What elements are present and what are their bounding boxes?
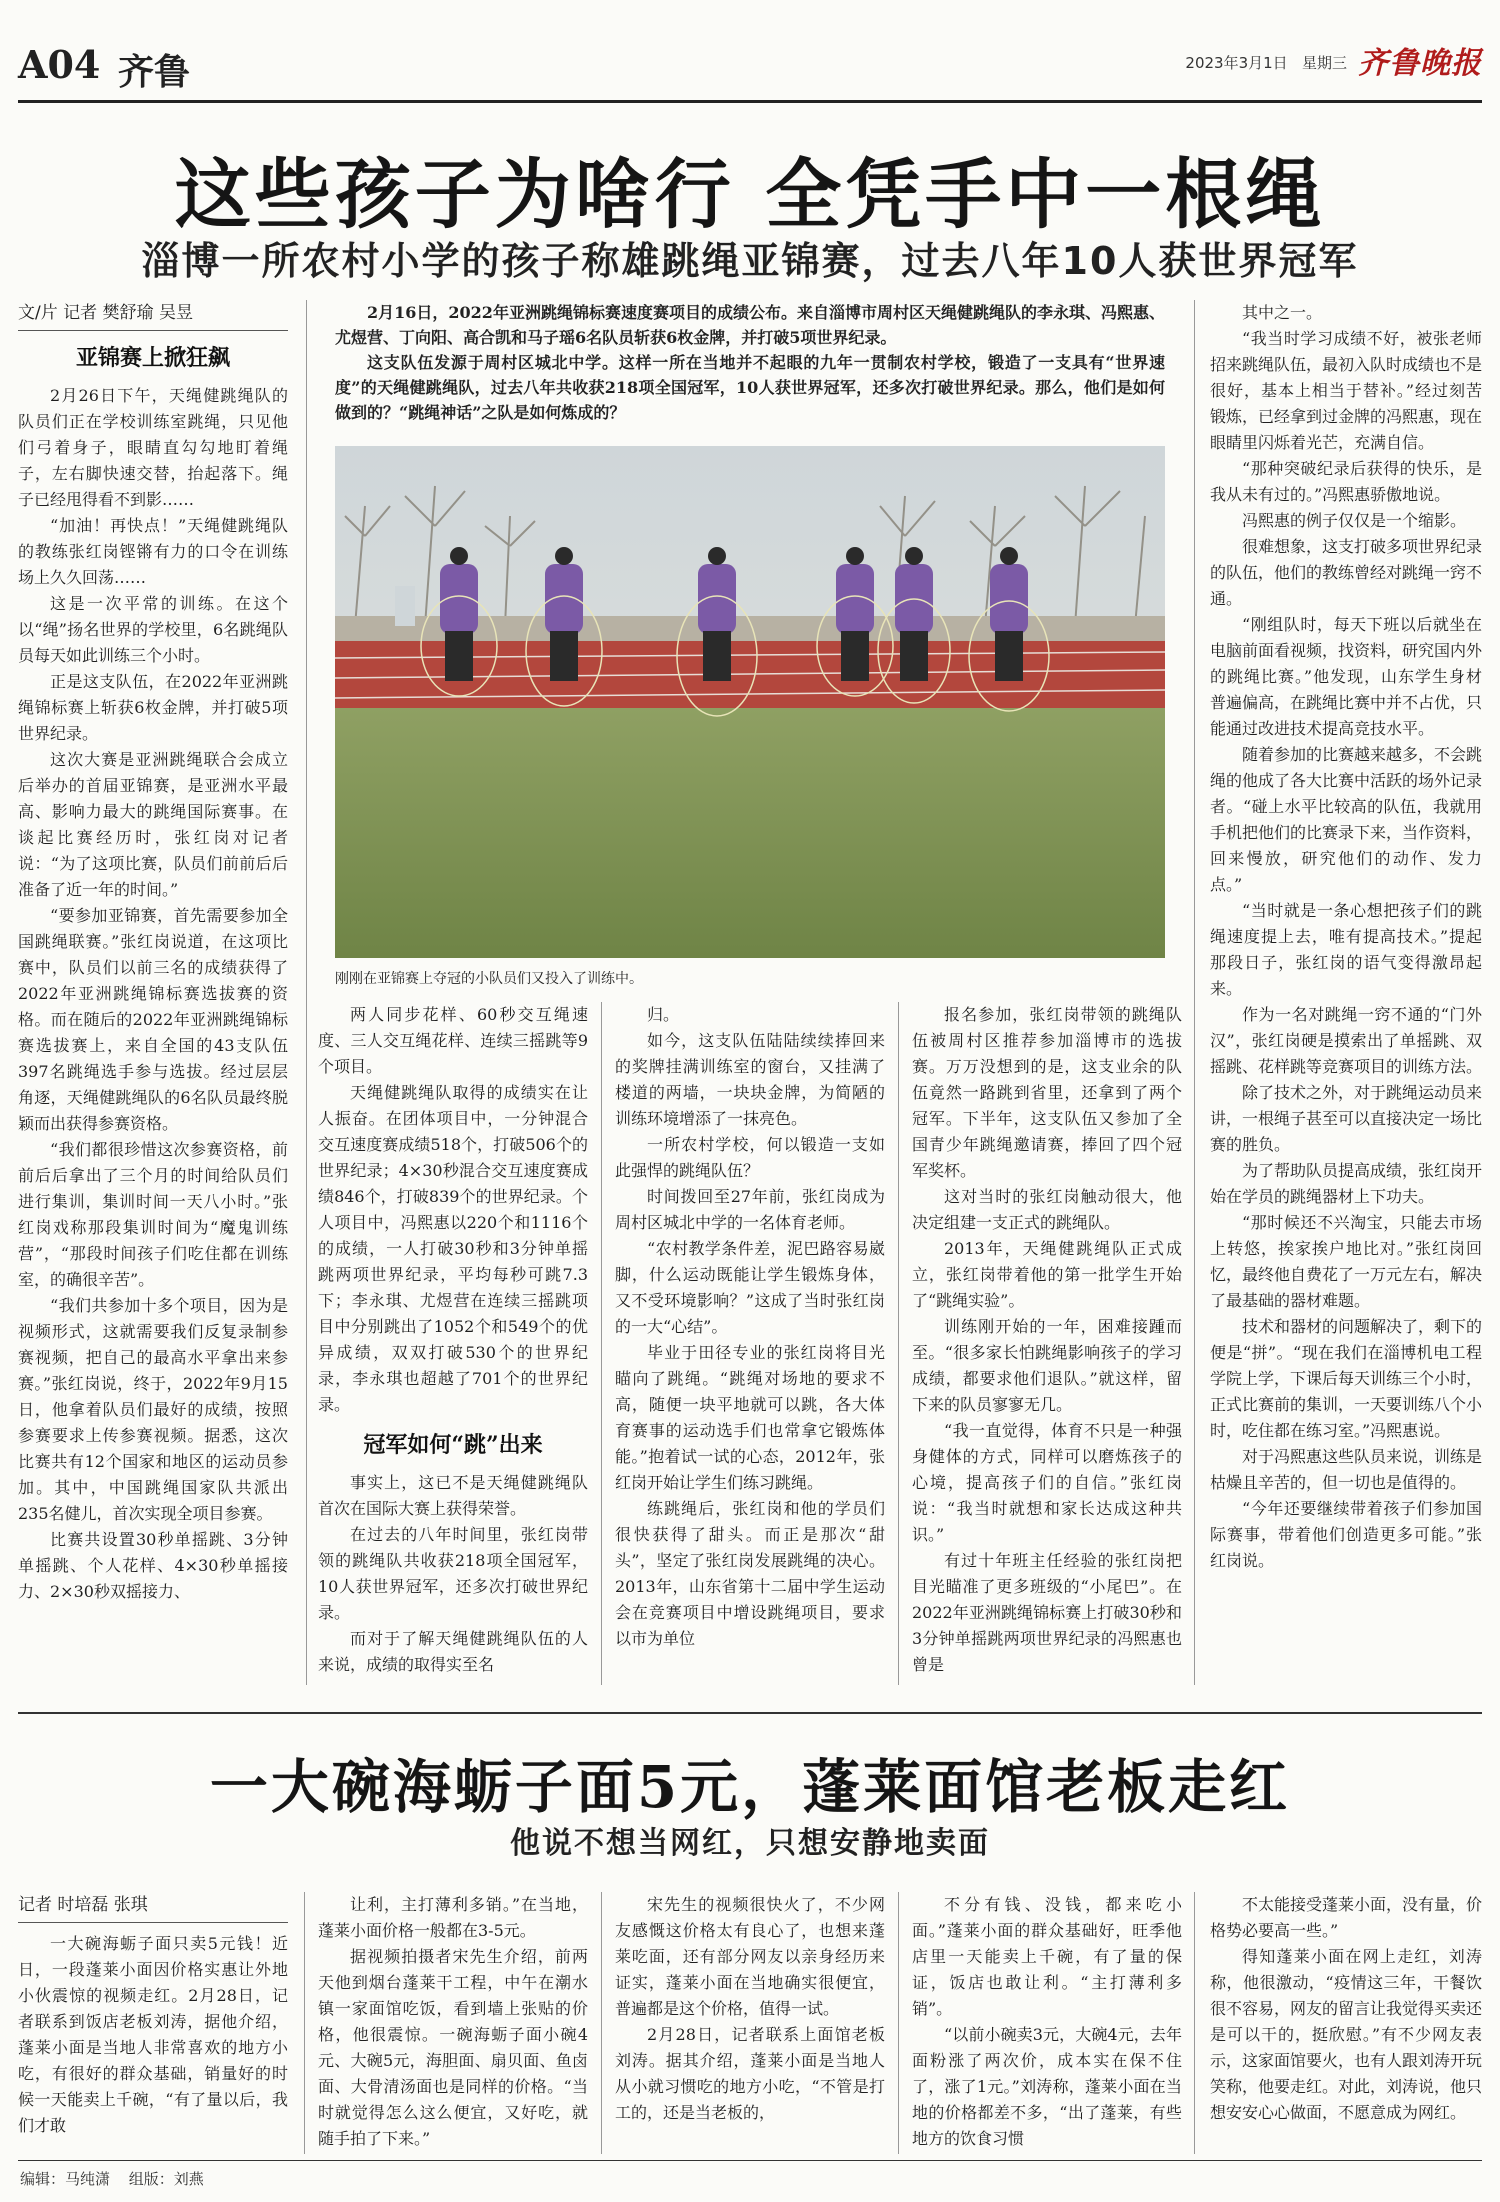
paragraph: 一大碗海蛎子面只卖5元钱！近日，一段蓬莱小面因价格实惠让外地小伙震惊的视频走红。2月28日，记者联系到饭店老板刘涛，据他介绍，蓬莱小面是当地人非常喜欢的地方小吃，有很好的群众基础，销量好的时候一天能卖上千碗，“有了量以后，我们才敢: [18, 1934, 288, 2135]
paragraph: 一所农村学校，何以锻造一支如此强悍的跳绳队伍？: [615, 1135, 885, 1180]
lead-paragraph: 这支队伍发源于周村区城北中学。这样一所在当地并不起眼的九年一贯制农村学校，锻造了一支具有“世界速度”的天绳健跳绳队，过去八年共收获218项全国冠军，10人获世界冠军，还多次打破世界纪录。那么，他们是如何做到的？“跳绳神话”之队是如何炼成的？: [335, 353, 1165, 422]
page-header: [18, 34, 1482, 102]
story1-subhead-1: 亚锦赛上掀狂飙: [75, 345, 230, 371]
layout-credit: 组版：刘燕: [128, 2170, 204, 2188]
column-rule: [1194, 1892, 1195, 2154]
paragraph: 2013年，天绳健跳绳队正式成立，张红岗带着他的第一批学生开始了“跳绳实验”。: [912, 1239, 1182, 1310]
column-rule: [306, 300, 307, 1685]
story1-photo: [335, 446, 1165, 958]
paragraph: “那种突破纪录后获得的快乐，是我从未有过的。”冯熙惠骄傲地说。: [1210, 459, 1482, 504]
paragraph: 如今，这支队伍陆陆续续捧回来的奖牌挂满训练室的窗台，又挂满了楼道的两墙，一块块金牌，为简陋的训练环境增添了一抹亮色。: [615, 1031, 885, 1128]
editor-credit: 编辑：马纯潇: [20, 2170, 111, 2188]
paragraph: 事实上，这已不是天绳健跳绳队首次在国际大赛上获得荣誉。: [318, 1473, 588, 1518]
paragraph: 有过十年班主任经验的张红岗把目光瞄准了更多班级的“小尾巴”。在2022年亚洲跳绳锦标赛上打破30秒和3分钟单摇跳两项世界纪录的冯熙惠也曾是: [912, 1551, 1182, 1674]
paragraph: 得知蓬莱小面在网上走红，刘涛称，他很激动，“疫情这三年，干餐饮很不容易，网友的留言让我觉得买卖还是可以干的，挺欣慰。”有不少网友表示，这家面馆要火，也有人跟刘涛开玩笑称，他要走红。对此，刘涛说，他只想安安心心做面，不愿意成为网红。: [1210, 1947, 1482, 2122]
story1-column-1: [18, 300, 288, 1685]
story1-column-5: [1210, 300, 1482, 1685]
paragraph: 正是这支队伍，在2022年亚洲跳绳锦标赛上斩获6枚金牌，并打破5项世界纪录。: [18, 672, 288, 743]
story2-column-2: [318, 1892, 588, 2154]
paragraph: “当时就是一条心想把孩子们的跳绳速度提上去，唯有提高技术。”提起那段日子，张红岗的语气变得激昂起来。: [1210, 901, 1482, 998]
paragraph: “我们都很珍惜这次参赛资格，前前后后拿出了三个月的时间给队员们进行集训，集训时间一天八小时。”张红岗戏称那段集训时间为“魔鬼训练营”，“那段时间孩子们吃住都在训练室，的确很辛苦”。: [18, 1140, 288, 1289]
paper-logo: 齐鲁晚报: [1358, 46, 1482, 81]
story2-column-5: [1210, 1892, 1482, 2154]
paragraph: “刚组队时，每天下班以后就坐在电脑前面看视频，找资料，研究国内外的跳绳比赛。”他发现，山东学生身材普遍偏高，在跳绳比赛中并不占优，只能通过改进技术提高竞技水平。: [1210, 615, 1482, 738]
paragraph: 宋先生的视频很快火了，不少网友感慨这价格太有良心了，也想来蓬莱吃面，还有部分网友以亲身经历来证实，蓬莱小面在当地确实很便宜，普遍都是这个价格，值得一试。: [615, 1895, 885, 2018]
column-rule: [601, 1002, 602, 1685]
paragraph: 天绳健跳绳队取得的成绩实在让人振奋。在团体项目中，一分钟混合交互速度赛成绩518个，打破506个的世界纪录；4×30秒混合交互速度赛成绩846个，打破839个的世界纪录。个人项目中，冯熙惠以220个和1116个的成绩，一人打破30秒和3分钟单摇跳两项世界纪录，平均每秒可跳7.3下；李永琪、尤煜营在连续三摇跳项目中分别跳出了1052个和549个的优异成绩，双双打破530个的世界纪录，李永琪也超越了701个的世界纪录。: [318, 1083, 588, 1414]
paragraph: 作为一名对跳绳一窍不通的“门外汉”，张红岗硬是摸索出了单摇跳、双摇跳、花样跳等竞赛项目的训练方法。: [1210, 1005, 1482, 1076]
paragraph: “我当时学习成绩不好，被张老师招来跳绳队伍，最初入队时成绩也不是很好，基本上相当于替补。”经过刻苦锻炼，已经拿到过金牌的冯熙惠，现在眼睛里闪烁着光芒，充满自信。: [1210, 329, 1482, 452]
paragraph: 2月26日下午，天绳健跳绳队的队员们正在学校训练室跳绳，只见他们弓着身子，眼睛直勾勾地盯着绳子，左右脚快速交替，抬起落下。绳子已经甩得看不到影……: [18, 386, 288, 509]
story1-headline: 这些孩子为啥行 全凭手中一根绳: [174, 150, 1326, 239]
paragraph: 技术和器材的问题解决了，剩下的便是“拼”。“现在我们在淄博机电工程学院上学，下课后每天训练三个小时，正式比赛前的集训，一天要训练八个小时，吃住都在练习室。”冯熙惠说。: [1210, 1317, 1482, 1440]
paragraph: 在过去的八年时间里，张红岗带领的跳绳队共收获218项全国冠军，10人获世界冠军，还多次打破世界纪录。: [318, 1525, 588, 1622]
paragraph: 冯熙惠的例子仅仅是一个缩影。: [1242, 511, 1467, 530]
lead-paragraph: 2月16日，2022年亚洲跳绳锦标赛速度赛项目的成绩公布。来自淄博市周村区天绳健跳绳队的李永琪、冯熙惠、尤煜营、丁向阳、高合凯和马子瑶6名队员斩获6枚金牌，并打破5项世界纪录。: [335, 303, 1165, 347]
issue-date: 2023年3月1日: [1185, 54, 1288, 72]
paragraph: 其中之一。: [1242, 303, 1323, 322]
paragraph: “加油！再快点！”天绳健跳绳队的教练张红岗铿锵有力的口令在训练场上久久回荡……: [18, 516, 288, 587]
column-rule: [304, 1892, 305, 2154]
paragraph: 除了技术之外，对于跳绳运动员来讲，一根绳子甚至可以直接决定一场比赛的胜负。: [1210, 1083, 1482, 1154]
footer-rule: [18, 2160, 1482, 2161]
paragraph: 随着参加的比赛越来越多，不会跳绳的他成了各大比赛中活跃的场外记录者。“碰上水平比较高的队伍，我就用手机把他们的比赛录下来，当作资料，回来慢放，研究他们的动作、发力点。”: [1210, 745, 1482, 894]
story1-lead: [335, 300, 1165, 440]
paragraph: “今年还要继续带着孩子们参加国际赛事，带着他们创造更多可能。”张红岗说。: [1210, 1499, 1482, 1570]
page-footer: [20, 2168, 218, 2189]
paragraph: 练跳绳后，张红岗和他的学员们很快获得了甜头。而正是那次“甜头”，坚定了张红岗发展跳绳的决心。2013年，山东省第十二届中学生运动会在竞赛项目中增设跳绳项目，要求以市为单位: [615, 1499, 885, 1648]
issue-weekday: 星期三: [1301, 54, 1347, 72]
paragraph: 这次大赛是亚洲跳绳联合会成立后举办的首届亚锦赛，是亚洲水平最高、影响力最大的跳绳国际赛事。在谈起比赛经历时，张红岗对记者说：“为了这项比赛，队员们前前后后准备了近一年的时间。”: [18, 750, 288, 899]
paragraph: “要参加亚锦赛，首先需要参加全国跳绳联赛。”张红岗说道，在这项比赛中，队员们以前三名的成绩获得了2022年亚洲跳绳锦标赛选拔赛的资格。而在随后的2022年亚洲跳绳锦标赛选拔赛上，来自全国的43支队伍397名跳绳选手参与选拔。经过层层角逐，天绳健跳绳队的6名队员最终脱颖而出获得参赛资格。: [18, 906, 288, 1133]
paragraph: 不分有钱、没钱，都来吃小面。”蓬莱小面的群众基础好，旺季他店里一天能卖上千碗，有了量的保证，饭店也敢让利。“主打薄利多销”。: [912, 1895, 1182, 2018]
section-name: 齐鲁: [118, 51, 191, 93]
paragraph: 报名参加，张红岗带领的跳绳队伍被周村区推荐参加淄博市的选拔赛。万万没想到的是，这支业余的队伍竟然一路跳到省里，还拿到了两个冠军。下半年，这支队伍又参加了全国青少年跳绳邀请赛，捧回了四个冠军奖杯。: [912, 1005, 1182, 1180]
paragraph: 据视频拍摄者宋先生介绍，前两天他到烟台蓬莱干工程，中午在潮水镇一家面馆吃饭，看到墙上张贴的价格，他很震惊。一碗海蛎子面小碗4元、大碗5元，海胆面、扇贝面、鱼卤面、大骨清汤面也是同样的价格。“当时就觉得怎么这么便宜，又好吃，就随手拍了下来。”: [318, 1947, 588, 2148]
story1-column-2: [318, 1002, 588, 1685]
story2-column-3: [615, 1892, 885, 2154]
paragraph: 毕业于田径专业的张红岗将目光瞄向了跳绳。“跳绳对场地的要求不高，随便一块平地就可以跳，各大体育赛事的运动选手们也常拿它锻炼体能。”抱着试一试的心态，2012年，张红岗开始让学生们练习跳绳。: [615, 1343, 885, 1492]
paragraph: 不太能接受蓬莱小面，没有量，价格势必要高一些。”: [1210, 1895, 1482, 1940]
story2-byline: 记者 时培磊 张琪: [18, 1892, 288, 1923]
paragraph: “农村教学条件差，泥巴路容易崴脚，什么运动既能让学生锻炼身体，又不受环境影响？”这成了当时张红岗的一大“心结”。: [615, 1239, 885, 1336]
header-rule: [18, 100, 1482, 103]
paragraph: 两人同步花样、60秒交互绳速度、三人交互绳花样、连续三摇跳等9个项目。: [318, 1005, 588, 1076]
column-rule: [898, 1892, 899, 2154]
date-info: [1185, 52, 1347, 73]
story1-subheadline: 淄博一所农村小学的孩子称雄跳绳亚锦赛，过去八年10人获世界冠军: [141, 239, 1359, 283]
paragraph: 这对当时的张红岗触动很大，他决定组建一支正式的跳绳队。: [912, 1187, 1182, 1232]
column-rule: [601, 1892, 602, 2154]
paragraph: 而对于了解天绳健跳绳队伍的人来说，成绩的取得实至名: [318, 1629, 588, 1674]
story1-column-3: [615, 1002, 885, 1685]
paragraph: 比赛共设置30秒单摇跳、3分钟单摇跳、个人花样、4×30秒单摇接力、2×30秒双摇接力、: [18, 1530, 288, 1601]
paragraph: 这是一次平常的训练。在这个以“绳”扬名世界的学校里，6名跳绳队员每天如此训练三个小时。: [18, 594, 288, 665]
story1-column-4: [912, 1002, 1182, 1685]
story-divider: [18, 1712, 1482, 1714]
story2-subheadline: 他说不想当网红，只想安静地卖面: [510, 1826, 990, 1861]
paragraph: “以前小碗卖3元，大碗4元，去年面粉涨了两次价，成本实在保不住了，涨了1元。”刘涛称，蓬莱小面在当地的价格都差不多，“出了蓬莱，有些地方的饮食习惯: [912, 2025, 1182, 2148]
story2-headline: 一大碗海蛎子面5元，蓬莱面馆老板走红: [209, 1753, 1291, 1821]
paragraph: 训练刚开始的一年，困难接踵而至。“很多家长怕跳绳影响孩子的学习成绩，都要求他们退队。”就这样，留下来的队员寥寥无几。: [912, 1317, 1182, 1414]
paragraph: “那时候还不兴淘宝，只能去市场上转悠，挨家挨户地比对。”张红岗回忆，最终他自费花了一万元左右，解决了最基础的器材难题。: [1210, 1213, 1482, 1310]
paragraph: 为了帮助队员提高成绩，张红岗开始在学员的跳绳器材上下功夫。: [1210, 1161, 1482, 1206]
paragraph: 对于冯熙惠这些队员来说，训练是枯燥且辛苦的，但一切也是值得的。: [1210, 1447, 1482, 1492]
paragraph: 归。: [647, 1005, 680, 1024]
story1-byline: 文/片 记者 樊舒瑜 吴昱: [18, 300, 288, 331]
paragraph: 2月28日，记者联系上面馆老板刘涛。据其介绍，蓬莱小面是当地人从小就习惯吃的地方小吃，“不管是打工的，还是当老板的，: [615, 2025, 885, 2122]
paragraph: “我们共参加十多个项目，因为是视频形式，这就需要我们反复录制参赛视频，把自己的最高水平拿出来参赛。”张红岗说，终于，2022年9月15日，他拿着队员们最好的成绩，按照参赛要求上传参赛视频。据悉，这次比赛共有12个国家和地区的运动员参加。其中，中国跳绳国家队共派出235名健儿，首次实现全项目参赛。: [18, 1296, 288, 1523]
paragraph: 时间拨回至27年前，张红岗成为周村区城北中学的一名体育老师。: [615, 1187, 885, 1232]
rope-jumpers-photo: [335, 446, 1165, 958]
paragraph: 让利，主打薄利多销。”在当地，蓬莱小面价格一般都在3-5元。: [318, 1895, 588, 1940]
paragraph: “我一直觉得，体育不只是一种强身健体的方式，同样可以磨炼孩子的心境，提高孩子们的自信。”张红岗说：“我当时就想和家长达成这种共识。”: [912, 1421, 1182, 1544]
story2-column-4: [912, 1892, 1182, 2154]
column-rule: [1194, 300, 1195, 1685]
photo-caption: 刚刚在亚锦赛上夺冠的小队员们又投入了训练中。: [335, 971, 643, 987]
story2-column-1: [18, 1892, 288, 2154]
paragraph: 很难想象，这支打破多项世界纪录的队伍，他们的教练曾经对跳绳一窍不通。: [1210, 537, 1482, 608]
story1-subhead-2: 冠军如何“跳”出来: [363, 1432, 543, 1458]
section-code: A04: [18, 42, 101, 87]
column-rule: [898, 1002, 899, 1685]
